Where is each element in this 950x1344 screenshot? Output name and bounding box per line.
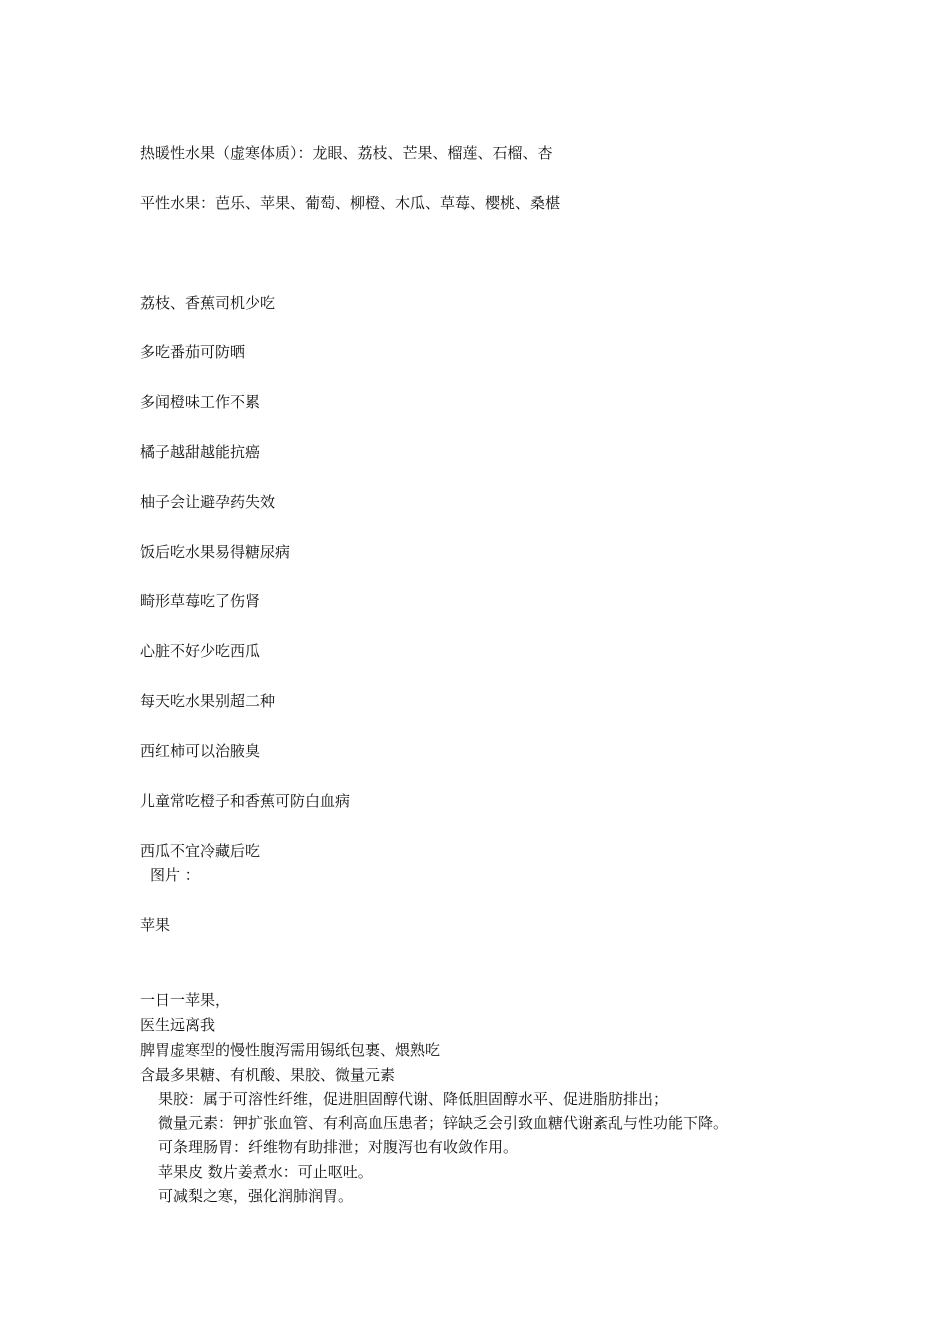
apple-line: 含最多果糖、有机酸、果胶、微量元素 — [140, 1066, 396, 1084]
warm-fruit-line: 热暖性水果（虚寒体质）：龙眼、荔枝、芒果、榴莲、石榴、杏 — [140, 144, 553, 162]
tip-line: 橘子越甜越能抗癌 — [140, 443, 261, 461]
apple-detail-line: 苹果皮 数片姜煮水：可止呕吐。 — [158, 1163, 373, 1181]
tip-line: 多吃番茄可防晒 — [140, 343, 246, 361]
tip-line: 西瓜不宜冷藏后吃 — [140, 842, 261, 860]
tip-line: 畸形草莓吃了伤肾 — [140, 592, 261, 610]
apple-detail-line: 可减梨之寒，强化润肺润胃。 — [158, 1187, 354, 1205]
tip-line: 荔枝、香蕉司机少吃 — [140, 294, 276, 312]
apple-line: 一日一苹果， — [140, 991, 231, 1009]
tip-line: 儿童常吃橙子和香蕉可防白血病 — [140, 792, 351, 810]
tip-line: 饭后吃水果易得糖尿病 — [140, 543, 291, 561]
tip-line: 柚子会让避孕药失效 — [140, 493, 276, 511]
apple-detail-line: 果胶：属于可溶性纤维，促进胆固醇代谢、降低胆固醇水平、促进脂肪排出； — [158, 1090, 669, 1108]
tip-line: 心脏不好少吃西瓜 — [140, 642, 261, 660]
neutral-fruit-line: 平性水果：芭乐、苹果、葡萄、柳橙、木瓜、草莓、樱桃、桑椹 — [140, 194, 561, 212]
apple-line: 脾胃虚寒型的慢性腹泻需用锡纸包裹、煨熟吃 — [140, 1041, 441, 1059]
image-caption: 图片 ： — [150, 866, 200, 884]
tip-line: 每天吃水果别超二种 — [140, 692, 276, 710]
apple-line: 医生远离我 — [140, 1016, 216, 1034]
apple-detail-line: 微量元素：钾扩张血管、有利高血压患者；锌缺乏会引致血糖代谢紊乱与性功能下降。 — [158, 1114, 729, 1132]
tip-line: 西红柿可以治腋臭 — [140, 742, 261, 760]
apple-detail-line: 可条理肠胃：纤维物有助排泄；对腹泻也有收敛作用。 — [158, 1138, 519, 1156]
apple-heading: 苹果 — [140, 916, 171, 934]
tip-line: 多闻橙味工作不累 — [140, 393, 261, 411]
